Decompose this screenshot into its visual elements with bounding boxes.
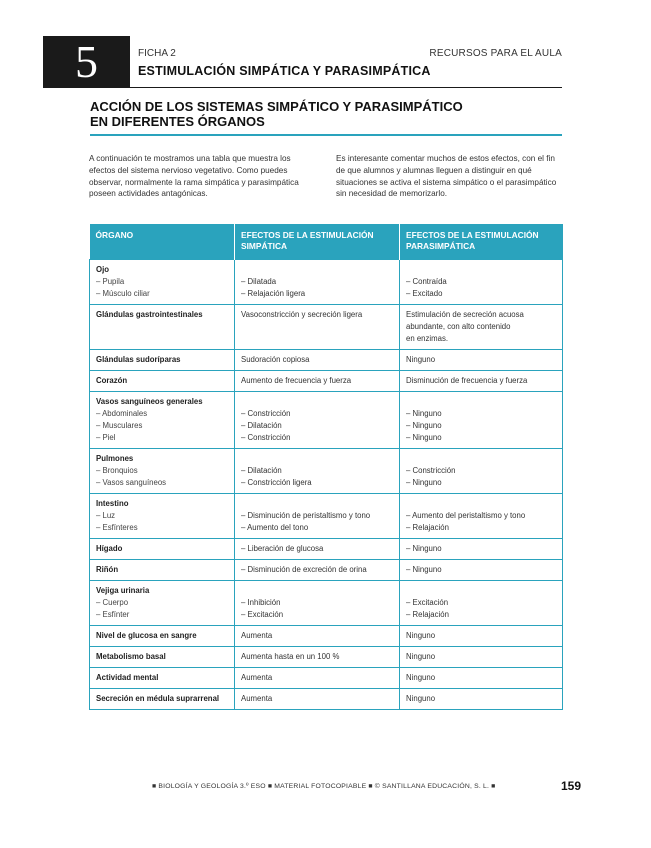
effect-line: Aumenta <box>241 673 273 682</box>
organ-subpart: – Esfínter <box>96 610 130 619</box>
simpatica-effect-cell <box>235 449 400 494</box>
organ-cell <box>90 494 235 539</box>
column-header-parasimpatica: EFECTOS DE LA ESTIMULACIÓN PARASIMPÁTICA <box>400 224 563 260</box>
effect-line: – Ninguno <box>406 421 442 430</box>
intro-paragraph-right: Es interesante comentar muchos de estos efectos, con el fin de que alumnos y alumnas lleguen a distinguir en qué situaciones se activa el sistema simpático o el parasimpático sin necesidad de memorizarlo. <box>336 154 557 199</box>
organ-cell <box>90 350 235 371</box>
organ-name: Corazón <box>96 376 128 385</box>
cell-spacer <box>241 264 393 276</box>
table-row <box>90 560 563 581</box>
organ-cell <box>90 260 235 305</box>
column-header-simpatica: EFECTOS DE LA ESTIMULACIÓN SIMPÁTICA <box>235 224 400 260</box>
organ-subpart: – Bronquios <box>96 466 138 475</box>
effect-line: – Ninguno <box>406 544 442 553</box>
section-title <box>90 99 560 129</box>
effect-line: Ninguno <box>406 631 436 640</box>
parasimpatica-effect-cell <box>400 449 563 494</box>
organ-name: Intestino <box>96 499 129 508</box>
effect-line: – Contraída <box>406 277 447 286</box>
parasimpatica-effect-cell <box>400 371 563 392</box>
simpatica-effect-cell <box>235 494 400 539</box>
section-title-line-1: ACCIÓN DE LOS SISTEMAS SIMPÁTICO Y PARASIMPÁTICO <box>90 99 463 114</box>
effect-line: – Aumento del tono <box>241 523 309 532</box>
organ-cell <box>90 449 235 494</box>
organ-name: Ojo <box>96 265 109 274</box>
organ-cell <box>90 305 235 350</box>
effect-line: – Aumento del peristaltismo y tono <box>406 511 526 520</box>
effect-line: Sudoración copiosa <box>241 355 310 364</box>
organ-name: Metabolismo basal <box>96 652 166 661</box>
cell-spacer <box>241 585 393 597</box>
effect-line: – Excitación <box>406 598 449 607</box>
parasimpatica-effect-cell <box>400 539 563 560</box>
parasimpatica-effect-cell <box>400 392 563 449</box>
table-row <box>90 626 563 647</box>
organ-subpart: – Cuerpo <box>96 598 129 607</box>
table-row <box>90 689 563 710</box>
simpatica-effect-cell <box>235 626 400 647</box>
effect-line: Aumenta <box>241 631 273 640</box>
effect-line: – Ninguno <box>406 478 442 487</box>
organ-subpart: – Luz <box>96 511 116 520</box>
effect-line: Disminución de frecuencia y fuerza <box>406 376 528 385</box>
organ-name: Secreción en médula suprarrenal <box>96 694 220 703</box>
ficha-number-box: 5 <box>43 36 130 88</box>
effect-line: – Constricción ligera <box>241 478 312 487</box>
effect-line: abundante, con alto contenido <box>406 322 511 331</box>
organ-cell <box>90 647 235 668</box>
effect-line: – Ninguno <box>406 409 442 418</box>
table-row <box>90 449 563 494</box>
column-header-organ: ÓRGANO <box>90 224 235 260</box>
simpatica-effect-cell <box>235 260 400 305</box>
effect-line: – Disminución de peristaltismo y tono <box>241 511 371 520</box>
simpatica-effect-cell <box>235 392 400 449</box>
organ-name: Glándulas gastrointestinales <box>96 310 203 319</box>
effect-line: Aumento de frecuencia y fuerza <box>241 376 352 385</box>
section-title-rule <box>90 134 562 136</box>
organ-cell <box>90 539 235 560</box>
cell-spacer <box>406 264 556 276</box>
table-row <box>90 647 563 668</box>
organ-cell <box>90 581 235 626</box>
intro-paragraph-left: A continuación te mostramos una tabla que muestra los efectos del sistema nervioso vegetativo. Como puedes observar, normalmente la rama simpática y parasimpática poseen actividades antagónicas. <box>89 154 299 199</box>
cell-spacer <box>241 498 393 510</box>
table-row <box>90 260 563 305</box>
effect-line: Aumenta hasta en un 100 % <box>241 652 340 661</box>
table-row <box>90 350 563 371</box>
effect-line: – Excitación <box>241 610 284 619</box>
effect-line: – Constricción <box>406 466 456 475</box>
organ-subpart: – Abdominales <box>96 409 148 418</box>
effect-line: – Relajación ligera <box>241 289 306 298</box>
organ-subpart: – Músculo ciliar <box>96 289 150 298</box>
cell-spacer <box>406 453 556 465</box>
organ-name: Glándulas sudoríparas <box>96 355 181 364</box>
simpatica-effect-cell <box>235 305 400 350</box>
effect-line: – Dilatación <box>241 421 282 430</box>
parasimpatica-effect-cell <box>400 305 563 350</box>
cell-spacer <box>406 396 556 408</box>
ficha-title: ESTIMULACIÓN SIMPÁTICA Y PARASIMPÁTICA <box>138 64 431 78</box>
table-row <box>90 581 563 626</box>
organ-cell <box>90 371 235 392</box>
parasimpatica-effect-cell <box>400 494 563 539</box>
effect-line: – Liberación de glucosa <box>241 544 324 553</box>
effect-line: – Dilatada <box>241 277 277 286</box>
parasimpatica-effect-cell <box>400 647 563 668</box>
effect-line: – Constricción <box>241 433 291 442</box>
organ-name: Riñón <box>96 565 119 574</box>
organ-subpart: – Musculares <box>96 421 143 430</box>
organ-cell <box>90 689 235 710</box>
parasimpatica-effect-cell <box>400 260 563 305</box>
organ-name: Hígado <box>96 544 123 553</box>
organ-cell <box>90 626 235 647</box>
table-row <box>90 494 563 539</box>
simpatica-effect-cell <box>235 581 400 626</box>
parasimpatica-effect-cell <box>400 689 563 710</box>
effect-line: – Constricción <box>241 409 291 418</box>
effect-line: – Disminución de excreción de orina <box>241 565 367 574</box>
organ-cell <box>90 668 235 689</box>
simpatica-effect-cell <box>235 371 400 392</box>
effect-line: – Relajación <box>406 610 449 619</box>
effect-line: Aumenta <box>241 694 273 703</box>
organ-subpart: – Piel <box>96 433 116 442</box>
footer-text: ■ BIOLOGÍA Y GEOLOGÍA 3.º ESO ■ MATERIAL FOTOCOPIABLE ■ © SANTILLANA EDUCACIÓN, S. L. ■ <box>152 783 496 790</box>
section-title-line-2: EN DIFERENTES ÓRGANOS <box>90 114 265 129</box>
simpatica-effect-cell <box>235 350 400 371</box>
table-row <box>90 371 563 392</box>
table-row <box>90 668 563 689</box>
effect-line: – Inhibición <box>241 598 281 607</box>
organ-name: Actividad mental <box>96 673 159 682</box>
parasimpatica-effect-cell <box>400 560 563 581</box>
effect-line: – Ninguno <box>406 433 442 442</box>
effect-line: – Excitado <box>406 289 443 298</box>
recursos-label: RECURSOS PARA EL AULA <box>429 48 562 59</box>
organ-name: Vejiga urinaria <box>96 586 150 595</box>
effect-line: Estimulación de secreción acuosa <box>406 310 524 319</box>
effect-line: Vasoconstricción y secreción ligera <box>241 310 363 319</box>
effect-line: en enzimas. <box>406 334 449 343</box>
cell-spacer <box>241 396 393 408</box>
simpatica-effect-cell <box>235 689 400 710</box>
parasimpatica-effect-cell <box>400 626 563 647</box>
effect-line: – Dilatación <box>241 466 282 475</box>
cell-spacer <box>241 453 393 465</box>
table-header-row <box>90 224 563 260</box>
parasimpatica-effect-cell <box>400 581 563 626</box>
effect-line: Ninguno <box>406 694 436 703</box>
effects-table <box>89 224 563 710</box>
cell-spacer <box>406 585 556 597</box>
parasimpatica-effect-cell <box>400 350 563 371</box>
table-row <box>90 539 563 560</box>
page-number: 159 <box>560 779 581 793</box>
simpatica-effect-cell <box>235 647 400 668</box>
organ-subpart: – Esfínteres <box>96 523 138 532</box>
organ-name: Pulmones <box>96 454 134 463</box>
simpatica-effect-cell <box>235 668 400 689</box>
organ-name: Vasos sanguíneos generales <box>96 397 203 406</box>
effect-line: – Ninguno <box>406 565 442 574</box>
organ-subpart: – Pupila <box>96 277 125 286</box>
cell-spacer <box>406 498 556 510</box>
simpatica-effect-cell <box>235 539 400 560</box>
effect-line: – Relajación <box>406 523 449 532</box>
ficha-label: FICHA 2 <box>138 48 176 59</box>
organ-cell <box>90 560 235 581</box>
table-body <box>90 260 563 710</box>
organ-cell <box>90 392 235 449</box>
effect-line: Ninguno <box>406 652 436 661</box>
parasimpatica-effect-cell <box>400 668 563 689</box>
simpatica-effect-cell <box>235 560 400 581</box>
organ-subpart: – Vasos sanguíneos <box>96 478 167 487</box>
organ-name: Nivel de glucosa en sangre <box>96 631 197 640</box>
effect-line: Ninguno <box>406 355 436 364</box>
effect-line: Ninguno <box>406 673 436 682</box>
table-row <box>90 392 563 449</box>
table-row <box>90 305 563 350</box>
header-divider <box>130 87 562 88</box>
